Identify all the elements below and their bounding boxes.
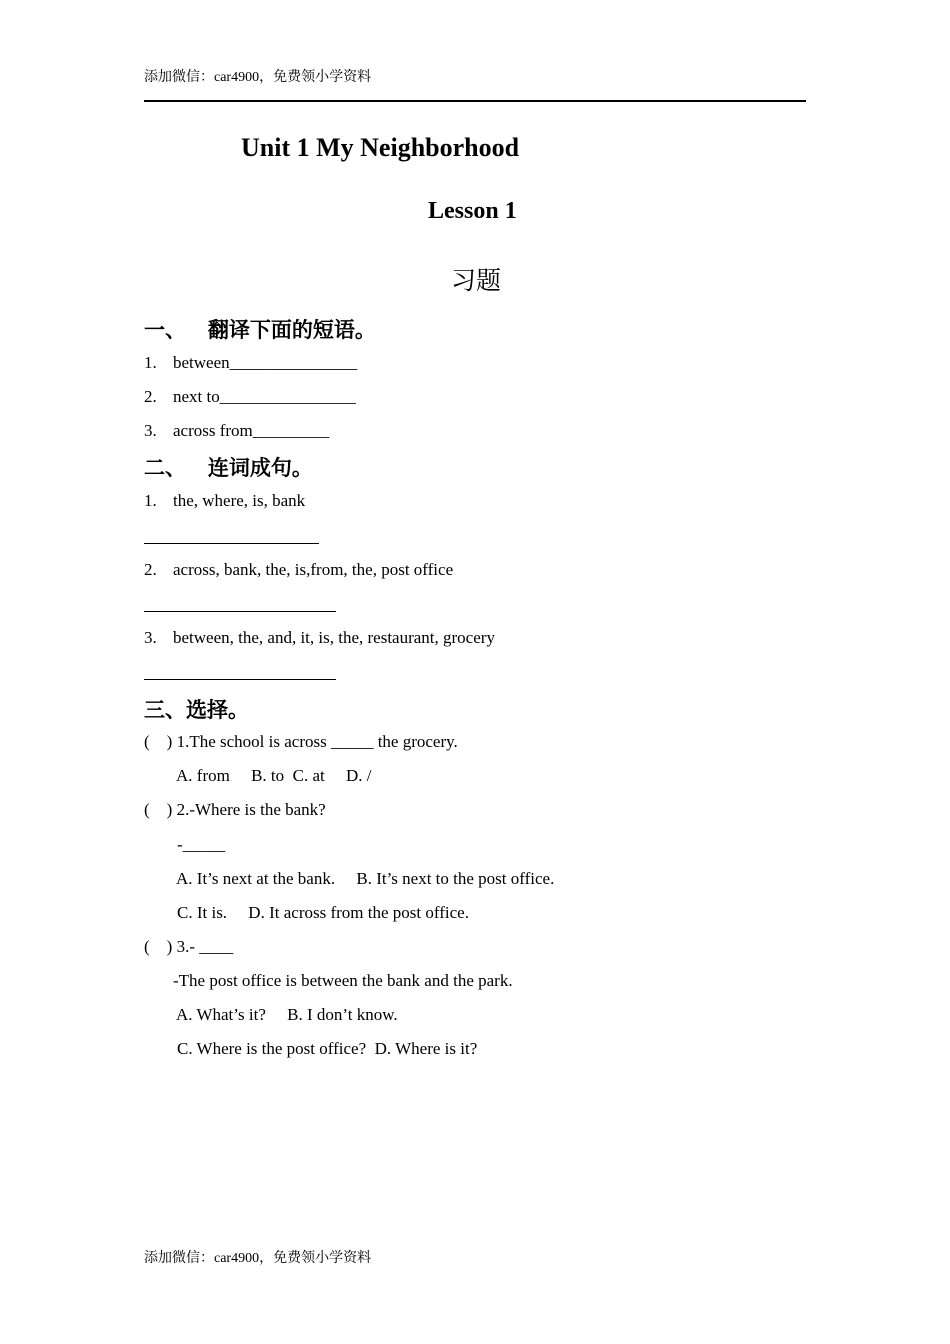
- lesson-title: Lesson 1: [428, 198, 517, 224]
- answer-line: [144, 679, 336, 680]
- question-2-options-b: C. It is. D. It across from the post office.: [177, 903, 469, 922]
- question-3-options-a: A. What’s it? B. I don’t know.: [176, 1005, 398, 1024]
- item-number: 1.: [144, 353, 157, 372]
- item-number: 3.: [144, 421, 157, 440]
- question-2-options-a: A. It’s next at the bank. B. It’s next to the post office.: [176, 869, 555, 888]
- item-text: across from_________: [173, 421, 330, 440]
- section2-heading: 二、 连词成句。: [144, 456, 313, 480]
- page-header: 添加微信：car4900，免费领小学资料: [144, 70, 372, 85]
- list-item: [144, 560, 453, 580]
- page-footer: 添加微信：car4900，免费领小学资料: [144, 1251, 372, 1266]
- item-number: 2.: [144, 387, 157, 406]
- header-rule: [144, 100, 806, 102]
- question-2: ( ) 2.-Where is the bank?: [144, 800, 326, 819]
- question-1: ( ) 1.The school is across _____ the grocery.: [144, 732, 458, 751]
- question-3: ( ) 3.- ____: [144, 937, 234, 956]
- list-item: [144, 421, 329, 441]
- item-text: next to________________: [173, 387, 356, 406]
- answer-line: [144, 611, 336, 612]
- question-3-response: -The post office is between the bank and the park.: [173, 971, 513, 990]
- item-number: 3.: [144, 628, 157, 647]
- question-2-answer-blank: -_____: [177, 835, 226, 854]
- question-1-options: A. from B. to C. at D. /: [176, 766, 372, 785]
- item-text: between, the, and, it, is, the, restaurant, grocery: [173, 628, 495, 647]
- item-text: across, bank, the, is,from, the, post office: [173, 560, 454, 579]
- item-text: the, where, is, bank: [173, 491, 306, 510]
- item-number: 2.: [144, 560, 157, 579]
- answer-line: [144, 543, 319, 544]
- item-text: between_______________: [173, 353, 358, 372]
- section3-heading: 三、选择。: [144, 698, 249, 722]
- question-3-options-b: C. Where is the post office? D. Where is it?: [177, 1039, 478, 1058]
- list-item: [144, 491, 305, 511]
- exercise-label: 习题: [451, 266, 502, 295]
- unit-title: Unit 1 My Neighborhood: [241, 133, 520, 162]
- list-item: [144, 628, 495, 648]
- section1-heading: 一、 翻译下面的短语。: [144, 318, 376, 342]
- item-number: 1.: [144, 491, 157, 510]
- list-item: [144, 353, 357, 373]
- list-item: [144, 387, 356, 407]
